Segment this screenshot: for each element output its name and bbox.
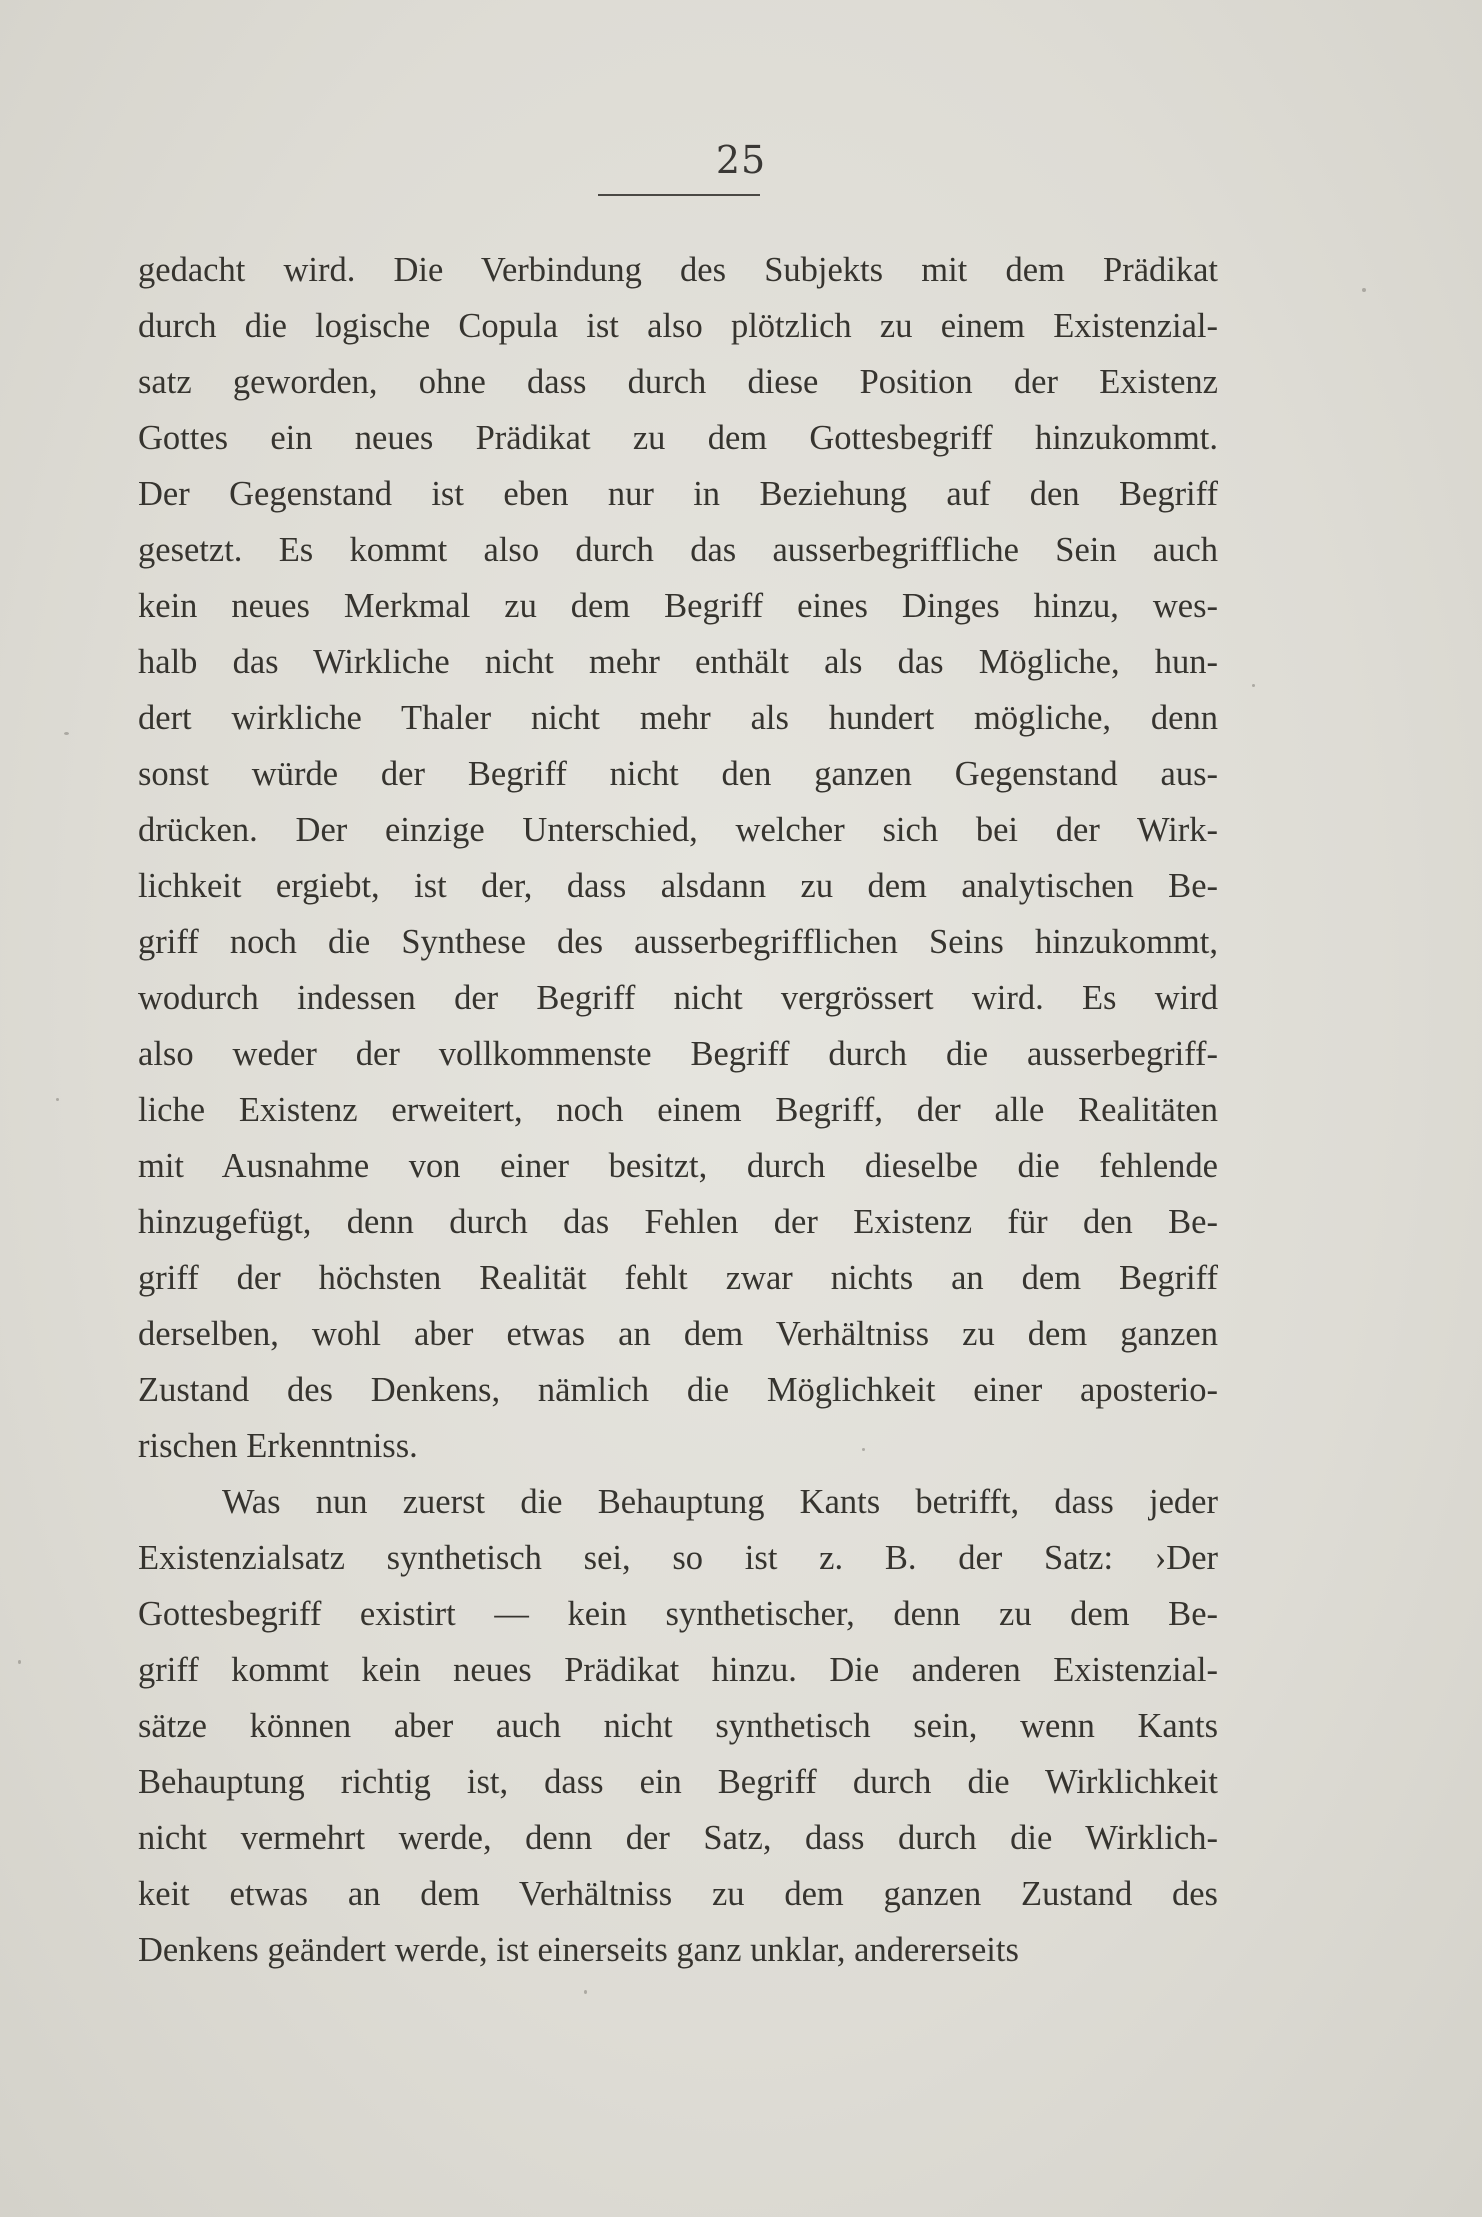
text-line: Zustand des Denkens, nämlich die Möglichkeit einer aposterio- <box>138 1371 1218 1409</box>
paper-speck <box>1252 684 1255 687</box>
text-line: gesetzt. Es kommt also durch das ausserbegriffliche Sein auch <box>138 531 1218 569</box>
text-line: drücken. Der einzige Unterschied, welcher sich bei der Wirk- <box>138 811 1218 849</box>
text-line: satz geworden, ohne dass durch diese Position der Existenz <box>138 363 1218 401</box>
body-text <box>138 242 1218 1978</box>
text-line: Gottes ein neues Prädikat zu dem Gottesbegriff hinzukommt. <box>138 419 1218 457</box>
text-line: also weder der vollkommenste Begriff durch die ausserbegriff- <box>138 1035 1218 1073</box>
text-line: sonst würde der Begriff nicht den ganzen Gegenstand aus- <box>138 755 1218 793</box>
paper-speck <box>64 732 69 735</box>
text-line: Der Gegenstand ist eben nur in Beziehung auf den Begriff <box>138 475 1218 513</box>
text-line: liche Existenz erweitert, noch einem Begriff, der alle Realitäten <box>138 1091 1218 1129</box>
paper-speck <box>862 1448 865 1451</box>
text-line: dert wirkliche Thaler nicht mehr als hundert mögliche, denn <box>138 699 1218 737</box>
text-line: durch die logische Copula ist also plötzlich zu einem Existenzial- <box>138 307 1218 345</box>
text-line: Behauptung richtig ist, dass ein Begriff durch die Wirklichkeit <box>138 1763 1218 1801</box>
text-line: griff noch die Synthese des ausserbegrifflichen Seins hinzukommt, <box>138 923 1218 961</box>
text-line: lichkeit ergiebt, ist der, dass alsdann zu dem analytischen Be- <box>138 867 1218 905</box>
text-line: Existenzialsatz synthetisch sei, so ist z. B. der Satz: ›Der <box>138 1539 1218 1577</box>
paper-speck <box>1362 288 1366 292</box>
text-line: kein neues Merkmal zu dem Begriff eines Dinges hinzu, wes- <box>138 587 1218 625</box>
text-line: Was nun zuerst die Behauptung Kants betrifft, dass jeder <box>222 1483 1218 1521</box>
text-line: griff kommt kein neues Prädikat hinzu. Die anderen Existenzial- <box>138 1651 1218 1689</box>
text-line: Gottesbegriff existirt — kein synthetischer, denn zu dem Be- <box>138 1595 1218 1633</box>
paragraph <box>138 1474 1218 1978</box>
text-line: derselben, wohl aber etwas an dem Verhältniss zu dem ganzen <box>138 1315 1218 1353</box>
paper-speck <box>56 1098 59 1101</box>
paragraphs <box>138 242 1218 1978</box>
text-line: Denkens geändert werde, ist einerseits ganz unklar, andererseits <box>138 1931 1019 1969</box>
text-line: griff der höchsten Realität fehlt zwar nichts an dem Begriff <box>138 1259 1218 1297</box>
paragraph <box>138 242 1218 1474</box>
text-line: hinzugefügt, denn durch das Fehlen der Existenz für den Be- <box>138 1203 1218 1241</box>
text-line: sätze können aber auch nicht synthetisch sein, wenn Kants <box>138 1707 1218 1745</box>
paper-speck <box>18 1660 21 1664</box>
text-line: gedacht wird. Die Verbindung des Subjekts mit dem Prädikat <box>138 251 1218 289</box>
paper-speck <box>584 1990 587 1994</box>
page-number: 25 <box>715 138 767 182</box>
text-line: nicht vermehrt werde, denn der Satz, dass durch die Wirklich- <box>138 1819 1218 1857</box>
text-line: rischen Erkenntniss. <box>138 1427 418 1465</box>
page-number-rule <box>598 194 760 196</box>
text-line: mit Ausnahme von einer besitzt, durch dieselbe die fehlende <box>138 1147 1218 1185</box>
text-line: wodurch indessen der Begriff nicht vergrössert wird. Es wird <box>138 979 1218 1017</box>
text-line: halb das Wirkliche nicht mehr enthält als das Mögliche, hun- <box>138 643 1218 681</box>
text-line: keit etwas an dem Verhältniss zu dem ganzen Zustand des <box>138 1875 1218 1913</box>
